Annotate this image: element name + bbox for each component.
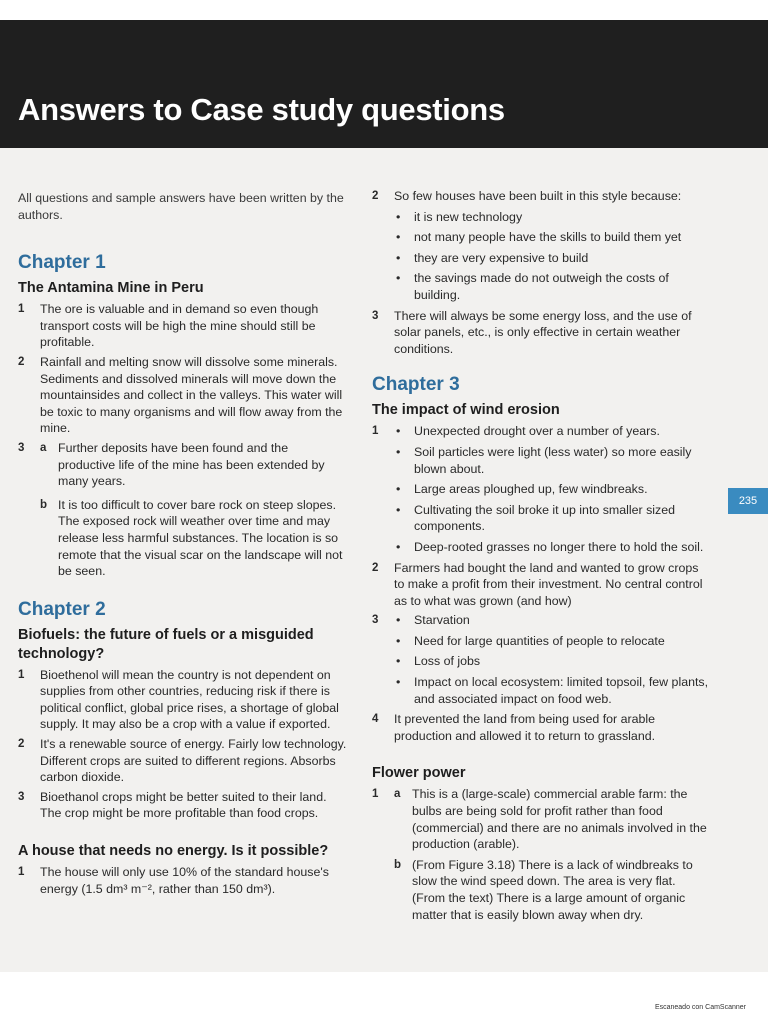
question-number: 1 [372, 788, 379, 801]
chapter-1-heading: Chapter 1 [18, 252, 106, 274]
bullet-icon: • [396, 502, 401, 517]
question-number: 4 [372, 713, 379, 726]
question-number: 3 [18, 441, 25, 454]
bullet-icon: • [396, 250, 401, 265]
question-number: 1 [18, 866, 25, 879]
bullet-item [394, 250, 712, 267]
top-strip [0, 0, 768, 20]
sub-label: b [40, 498, 48, 511]
question-number: 1 [18, 668, 25, 681]
question-number: 3 [372, 614, 379, 627]
question-number: 3 [372, 309, 379, 322]
answer-text: It's a renewable source of energy. Fairly low technology. Different crops are suited to different regions. Absorbs carbon dioxide. [40, 737, 347, 785]
question-item [18, 301, 348, 351]
bullet-text: not many people have the skills to build them yet [414, 230, 682, 245]
bullet-item [394, 270, 712, 303]
section-biofuels: Biofuels: the future of fuels or a misguided technology? [18, 626, 314, 662]
bullet-icon: • [396, 482, 401, 497]
question-number: 1 [18, 303, 25, 316]
bullet-item [394, 539, 712, 556]
bullet-text: Unexpected drought over a number of years. [414, 424, 660, 439]
bullet-text: it is new technology [414, 209, 523, 224]
bullet-item [394, 653, 712, 670]
page-number: 235 [738, 495, 758, 507]
answer-text: (From Figure 3.18) There is a lack of windbreaks to slow the wind speed down. The area is very flat. (From the text) There is a large amount of organic matter that is easily blown away when dry. [412, 857, 693, 922]
answer-text: Further deposits have been found and the productive life of the mine has been extended by many years. [58, 440, 325, 489]
bullet-text: Starvation [414, 613, 470, 628]
answer-text: The ore is valuable and in demand so even though transport costs will be high the mine should still be profitable. [40, 302, 319, 350]
bullet-item [394, 209, 712, 226]
question-number: 2 [372, 561, 379, 574]
right-column [372, 188, 712, 930]
question-item [18, 736, 348, 786]
bullet-text: Cultivating the soil broke it up into smaller sized components. [414, 502, 676, 534]
bullet-icon: • [396, 613, 401, 628]
bullet-item [394, 481, 712, 498]
sub-label: a [40, 441, 47, 454]
bullet-icon: • [396, 230, 401, 245]
sub-answer-b [394, 857, 712, 923]
bullet-text: Impact on local ecosystem: limited topsoil, few plants, and associated impact on food web. [414, 675, 709, 706]
bullet-item [394, 229, 712, 246]
question-item [372, 188, 712, 205]
lower-margin [0, 972, 768, 1024]
left-column [18, 190, 348, 900]
page-number-tab [728, 488, 768, 514]
sub-label: a [394, 788, 401, 801]
page-title: Answers to Case study questions [18, 92, 505, 127]
question-item [372, 711, 712, 744]
bullet-text: Need for large quantities of people to relocate [414, 633, 665, 648]
question-number: 2 [18, 738, 25, 751]
answer-text: So few houses have been built in this style because: [394, 189, 682, 203]
bullet-text: Loss of jobs [414, 654, 481, 669]
answer-text: This is a (large-scale) commercial arable farm: the bulbs are being sold for profit rather than food (commercial) and there are no animals involved in the production (arable). [412, 787, 707, 852]
answer-text: Bioethenol will mean the country is not dependent on supplies from other countries, reducing risk if there is political conflict, global price rises, a shortage of global supply. It may also be a crop with a value if exported. [40, 667, 339, 732]
question-item [18, 667, 348, 733]
question-item [18, 864, 348, 897]
question-item [18, 354, 348, 437]
answer-text: It is too difficult to cover bare rock on steep slopes. The exposed rock will weather over time and may release less harmful substances. The location is so remote that the visual scar on the landscape will not be seen. [58, 497, 343, 579]
answer-text: Farmers had bought the land and wanted to grow crops to make a profit from their investment. No central control as to what was grown (and how) [394, 560, 703, 608]
bullet-item [394, 633, 712, 650]
bullet-text: they are very expensive to build [414, 250, 589, 265]
bullet-icon: • [396, 539, 401, 554]
bullet-icon: • [396, 444, 401, 459]
answer-text: Rainfall and melting snow will dissolve some minerals. Sediments and dissolved minerals will move down the mountainsides and collect in the valleys. This water will be toxic to many organisms and will flow away from the mine. [40, 354, 343, 436]
bullet-icon: • [396, 271, 401, 286]
section-wind-erosion: The impact of wind erosion [372, 402, 560, 419]
bullet-text: Deep-rooted grasses no longer there to hold the soil. [414, 539, 704, 554]
question-number: 1 [372, 425, 379, 438]
bullet-text: the savings made do not outweigh the costs of building. [414, 271, 669, 302]
bullet-text: Large areas ploughed up, few windbreaks. [414, 482, 648, 497]
bullet-item [372, 423, 712, 440]
chapter-3-heading: Chapter 3 [372, 374, 460, 396]
section-flower-power: Flower power [372, 765, 466, 782]
sub-answer-a [394, 786, 712, 852]
answer-text: It prevented the land from being used for arable production and allowed it to return to grassland. [394, 712, 656, 743]
question-number: 2 [372, 190, 379, 202]
bullet-icon: • [396, 654, 401, 669]
scanner-watermark: Escaneado con CamScanner [654, 1004, 746, 1011]
section-house-no-energy: A house that needs no energy. Is it possible? [18, 843, 329, 860]
answer-text: The house will only use 10% of the standard house's energy (1.5 dm³ m⁻², rather than 150 dm³). [40, 865, 329, 896]
bullet-icon: • [396, 209, 401, 224]
bullet-item [394, 502, 712, 535]
title-band [0, 20, 768, 148]
chapter-2-heading: Chapter 2 [18, 598, 106, 620]
question-item [372, 560, 712, 610]
bullet-text: Soil particles were light (less water) so more easily blown about. [414, 444, 692, 476]
bullet-icon: • [396, 633, 401, 648]
bullet-item [372, 612, 712, 629]
intro-text: All questions and sample answers have been written by the authors. [18, 191, 344, 222]
bullet-item [394, 674, 712, 707]
question-number: 3 [18, 790, 25, 803]
bullet-item [394, 444, 712, 477]
bullet-icon: • [396, 675, 401, 690]
sub-answer-b [40, 497, 348, 580]
question-item [372, 308, 712, 358]
section-antamina-mine: The Antamina Mine in Peru [18, 280, 204, 297]
answer-text: There will always be some energy loss, and the use of solar panels, etc., is only effective in certain weather conditions. [394, 308, 692, 356]
bullet-icon: • [396, 424, 401, 439]
answer-text: Bioethanol crops might be better suited to their land. The crop might be more profitable than food crops. [40, 789, 327, 821]
question-number: 2 [18, 355, 25, 368]
question-item [18, 440, 348, 494]
sub-label: b [394, 858, 402, 871]
sub-answer-a [40, 440, 348, 490]
question-item [372, 786, 712, 927]
question-item [18, 789, 348, 822]
